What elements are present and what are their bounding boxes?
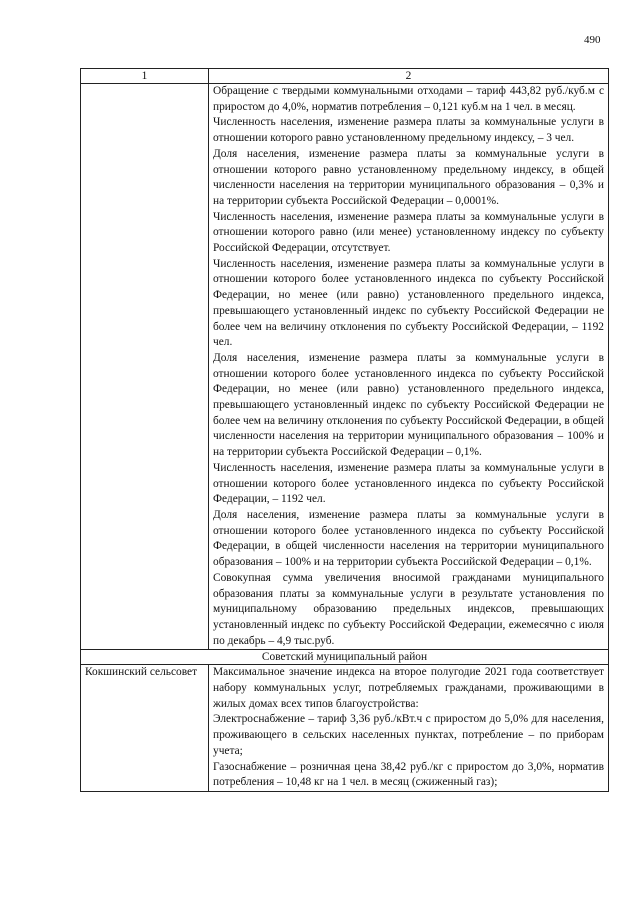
paragraph: Максимальное значение индекса на второе полугодие 2021 года соответствует набору коммунальных услуг, потребляемых гражданами, проживающими в жилых домах всех типов благоустройства: <box>213 666 604 710</box>
table-row <box>81 665 609 792</box>
paragraph: Численность населения, изменение размера платы за коммунальные услуги в отношении которого более установленного индекса по субъекту Российской Федерации, – 1192 чел. <box>213 461 604 506</box>
section-title: Советский муниципальный район <box>81 650 609 665</box>
paragraph: Численность населения, изменение размера платы за коммунальные услуги в отношении которого равно (или менее) установленному индексу по субъекту Российской Федерации, отсутствует. <box>213 210 604 255</box>
header-col-1: 1 <box>81 69 209 84</box>
document-table <box>80 68 609 792</box>
paragraph: Численность населения, изменение размера платы за коммунальные услуги в отношении которого более установленного индекса по субъекту Российской Федерации, но менее (или равно) установленного предельного индекса, превышающего установленный индекс по субъекту Российской Федерации не более чем на величину отклонения по субъекту Российской Федерации, – 1192 чел. <box>213 257 604 349</box>
row1-col2 <box>209 84 609 650</box>
paragraph: Совокупная сумма увеличения вносимой гражданами муниципального образования платы за коммунальные услуги в результате установления по муниципальному образованию предельных индексов, превышающих установленный индекс по субъекту Российской Федерации, ежемесячно с июля по декабрь – 4,9 тыс.руб. <box>213 571 604 647</box>
table-row <box>81 84 609 650</box>
paragraph: Электроснабжение – тариф 3,36 руб./кВт.ч с приростом до 5,0% для населения, проживающего в сельских населенных пунктах, потребление – по приборам учета; <box>213 713 604 757</box>
paragraph: Газоснабжение – розничная цена 38,42 руб./кг с приростом до 3,0%, норматив потребления – 10,48 кг на 1 чел. в месяц (сжиженный газ); <box>213 760 604 789</box>
paragraph: Доля населения, изменение размера платы за коммунальные услуги в отношении которого более установленного индекса по субъекту Российской Федерации, в общей численности населения на территории муниципального образования – 100% и на территории субъекта Российской Федерации – 0,1%. <box>213 508 604 569</box>
paragraph: Численность населения, изменение размера платы за коммунальные услуги в отношении которого равно установленному предельному индексу, – 3 чел. <box>213 116 604 145</box>
row1-col1 <box>81 84 209 650</box>
row2-col1: Кокшинский сельсовет <box>81 665 209 792</box>
header-col-2: 2 <box>209 69 609 84</box>
paragraph: Доля населения, изменение размера платы за коммунальные услуги в отношении которого более установленного индекса по субъекту Российской Федерации, но менее (или равно) установленного предельного индекса, превышающего установленный индекс по субъекту Российской Федерации не более чем на величину отклонения по субъекту Российской Федерации, в общей численности населения на территории муниципального образования – 100% и на территории субъекта Российской Федерации – 0,1%. <box>213 351 604 459</box>
paragraph: Доля населения, изменение размера платы за коммунальные услуги в отношении которого равно установленному предельному индексу, в общей численности населения на территории муниципального образования – 0,3% и на территории субъекта Российской Федерации – 0,0001%. <box>213 147 604 207</box>
section-row <box>81 650 609 665</box>
row2-col2 <box>209 665 609 792</box>
table-header-row <box>81 69 609 84</box>
page-number: 490 <box>584 34 601 46</box>
paragraph: Обращение с твердыми коммунальными отходами – тариф 443,82 руб./куб.м с приростом до 4,0%, норматив потребления – 0,121 куб.м на 1 чел. в месяц. <box>213 85 604 113</box>
